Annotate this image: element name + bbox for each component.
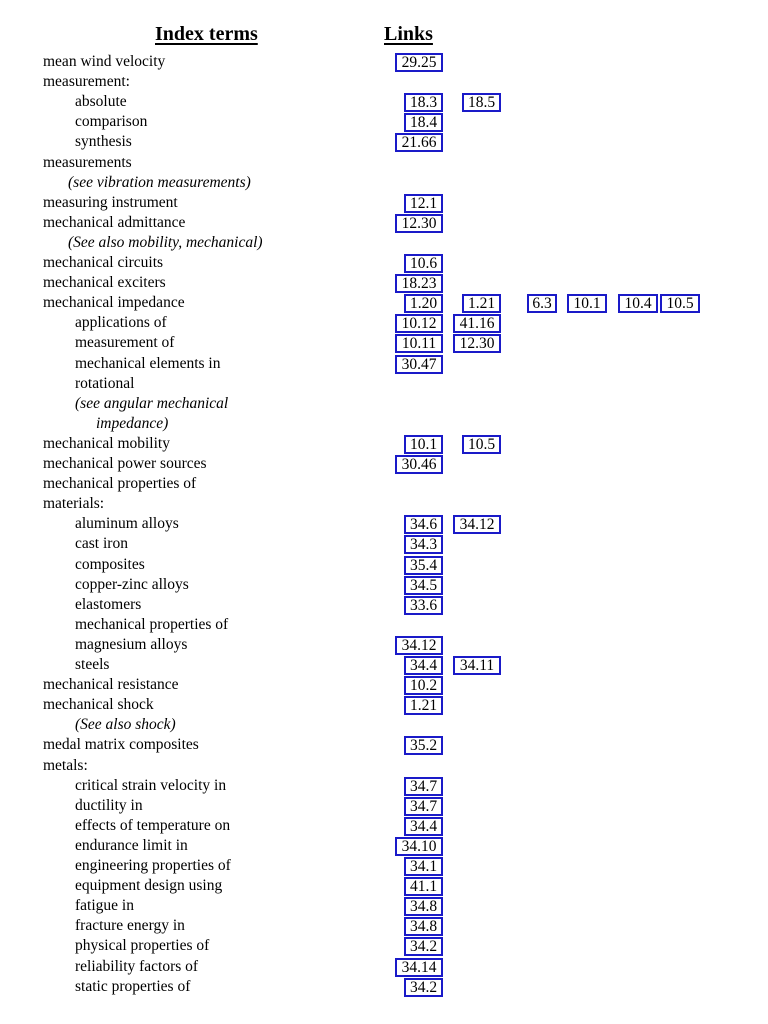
index-term: reliability factors of — [75, 957, 199, 975]
index-term: fatigue in — [75, 897, 134, 915]
index-term: mechanical mobility — [43, 434, 170, 452]
page-link[interactable]: 34.12 — [395, 636, 443, 655]
page-link[interactable]: 34.8 — [404, 897, 443, 916]
index-term: measuring instrument — [43, 193, 178, 211]
page-link[interactable]: 41.16 — [453, 314, 501, 333]
index-term: mechanical shock — [43, 696, 154, 714]
index-term: absolute — [75, 93, 127, 111]
index-term: mechanical properties of — [43, 475, 197, 493]
index-row — [0, 675, 768, 695]
page-link[interactable]: 1.21 — [462, 294, 501, 313]
index-row — [0, 655, 768, 675]
index-term: mechanical elements in — [75, 354, 221, 372]
index-term: static properties of — [75, 977, 191, 995]
page-link[interactable]: 34.10 — [395, 837, 443, 856]
index-term: elastomers — [75, 595, 142, 613]
index-row — [0, 856, 768, 876]
page-link[interactable]: 34.3 — [404, 535, 443, 554]
page-link[interactable]: 34.14 — [395, 958, 443, 977]
page-link[interactable]: 10.5 — [660, 294, 700, 313]
page-link[interactable]: 33.6 — [404, 596, 443, 615]
index-term: rotational — [75, 374, 135, 392]
index-term: copper-zinc alloys — [75, 575, 189, 593]
page-link[interactable]: 34.7 — [404, 777, 443, 796]
page-link[interactable]: 30.47 — [395, 355, 443, 374]
index-row — [0, 253, 768, 273]
index-row — [0, 977, 768, 997]
page-link[interactable]: 10.1 — [404, 435, 443, 454]
page-link[interactable]: 34.2 — [404, 937, 443, 956]
index-term: mechanical circuits — [43, 254, 164, 271]
index-row — [0, 333, 768, 353]
index-term: mechanical resistance — [43, 676, 179, 694]
index-term: metals: — [43, 756, 88, 774]
index-term: engineering properties of — [75, 857, 231, 874]
page-link[interactable]: 34.4 — [404, 817, 443, 836]
index-row — [0, 796, 768, 816]
page-link[interactable]: 29.25 — [395, 53, 443, 72]
page-link[interactable]: 6.3 — [527, 294, 557, 313]
page-link[interactable]: 35.2 — [404, 736, 443, 755]
index-term: aluminum alloys — [75, 515, 179, 533]
index-row — [0, 293, 768, 313]
page-link[interactable]: 10.5 — [462, 435, 501, 454]
page-link[interactable]: 21.66 — [395, 133, 443, 152]
index-row — [0, 957, 768, 977]
page-link[interactable]: 35.4 — [404, 556, 443, 575]
index-term: mechanical impedance — [43, 294, 185, 312]
page-link[interactable]: 34.8 — [404, 917, 443, 936]
index-term: magnesium alloys — [75, 635, 188, 653]
index-row — [0, 595, 768, 615]
index-row — [0, 193, 768, 213]
index-row — [0, 132, 768, 152]
index-term: steels — [75, 656, 110, 673]
index-row — [0, 454, 768, 474]
index-term: comparison — [75, 113, 148, 131]
page-link[interactable]: 1.20 — [404, 294, 443, 313]
page-link[interactable]: 12.30 — [395, 214, 443, 233]
index-term: mechanical properties of — [75, 615, 229, 633]
index-term: measurement: — [43, 73, 130, 91]
index-row — [0, 896, 768, 916]
index-term: equipment design using — [75, 877, 223, 895]
index-term: composites — [75, 555, 145, 573]
index-row — [0, 72, 768, 92]
page-link[interactable]: 34.4 — [404, 656, 443, 675]
index-term: impedance) — [96, 414, 169, 432]
page-link[interactable]: 34.7 — [404, 797, 443, 816]
index-term: cast iron — [75, 535, 128, 553]
index-term: (see vibration measurements) — [68, 173, 251, 191]
page-link[interactable]: 10.1 — [567, 294, 607, 313]
index-term: fracture energy in — [75, 917, 185, 935]
index-row — [0, 92, 768, 112]
index-row — [0, 776, 768, 796]
index-row — [0, 394, 768, 414]
page-link[interactable]: 34.11 — [453, 656, 501, 675]
index-term: critical strain velocity in — [75, 776, 227, 794]
index-row — [0, 936, 768, 956]
index-row — [0, 414, 768, 434]
index-term: applications of — [75, 314, 167, 332]
page-link[interactable]: 10.4 — [618, 294, 658, 313]
page-link[interactable]: 41.1 — [404, 877, 443, 896]
index-row — [0, 615, 768, 635]
index-row — [0, 836, 768, 856]
index-row — [0, 695, 768, 715]
index-term: mechanical admittance — [43, 213, 186, 231]
index-term: effects of temperature on — [75, 816, 231, 834]
page-link[interactable]: 34.1 — [404, 857, 443, 876]
index-row — [0, 494, 768, 514]
index-row — [0, 112, 768, 132]
index-row — [0, 635, 768, 655]
links-header: Links — [384, 23, 433, 45]
page-link[interactable]: 10.2 — [404, 676, 443, 695]
index-term: mechanical exciters — [43, 274, 166, 292]
index-row — [0, 575, 768, 595]
page-link[interactable]: 18.23 — [395, 274, 443, 293]
index-row — [0, 374, 768, 394]
index-row — [0, 876, 768, 896]
index-term: measurements — [43, 153, 132, 171]
page-link[interactable]: 30.46 — [395, 455, 443, 474]
index-row — [0, 816, 768, 836]
page-link[interactable]: 34.6 — [404, 515, 443, 534]
index-term: materials: — [43, 495, 105, 513]
page-link[interactable]: 34.5 — [404, 576, 443, 595]
index-row — [0, 173, 768, 193]
index-term: (See also shock) — [75, 716, 176, 734]
index-row — [0, 273, 768, 293]
page-link[interactable]: 18.3 — [404, 93, 443, 112]
index-row — [0, 434, 768, 454]
index-row — [0, 916, 768, 936]
index-term: mechanical power sources — [43, 455, 207, 472]
index-term: measurement of — [75, 334, 175, 352]
index-row — [0, 313, 768, 333]
page-link[interactable]: 10.12 — [395, 314, 443, 333]
page-link[interactable]: 18.4 — [404, 113, 443, 132]
index-row — [0, 715, 768, 735]
index-term: ductility in — [75, 796, 143, 814]
index-row — [0, 514, 768, 534]
index-row — [0, 534, 768, 554]
page-link[interactable]: 12.30 — [453, 334, 501, 353]
index-term: medal matrix composites — [43, 736, 199, 754]
page-link[interactable]: 34.12 — [453, 515, 501, 534]
index-row — [0, 52, 768, 72]
index-row — [0, 153, 768, 173]
index-row — [0, 213, 768, 233]
page-link[interactable]: 10.6 — [404, 254, 443, 273]
index-term: synthesis — [75, 133, 132, 151]
index-row — [0, 735, 768, 755]
index-term: (See also mobility, mechanical) — [68, 233, 263, 251]
index-row — [0, 354, 768, 374]
index-row — [0, 756, 768, 776]
index-row — [0, 233, 768, 253]
index-term: physical properties of — [75, 937, 210, 955]
index-terms-header: Index terms — [155, 23, 258, 45]
index-row — [0, 555, 768, 575]
index-term: (see angular mechanical — [75, 394, 229, 412]
page-link[interactable]: 34.2 — [404, 978, 443, 997]
page-link[interactable]: 18.5 — [462, 93, 501, 112]
page-link[interactable]: 10.11 — [395, 334, 443, 353]
index-term: mean wind velocity — [43, 53, 166, 70]
page-link[interactable]: 1.21 — [404, 696, 443, 715]
page-link[interactable]: 12.1 — [404, 194, 443, 213]
index-term: endurance limit in — [75, 836, 188, 854]
index-row — [0, 474, 768, 494]
